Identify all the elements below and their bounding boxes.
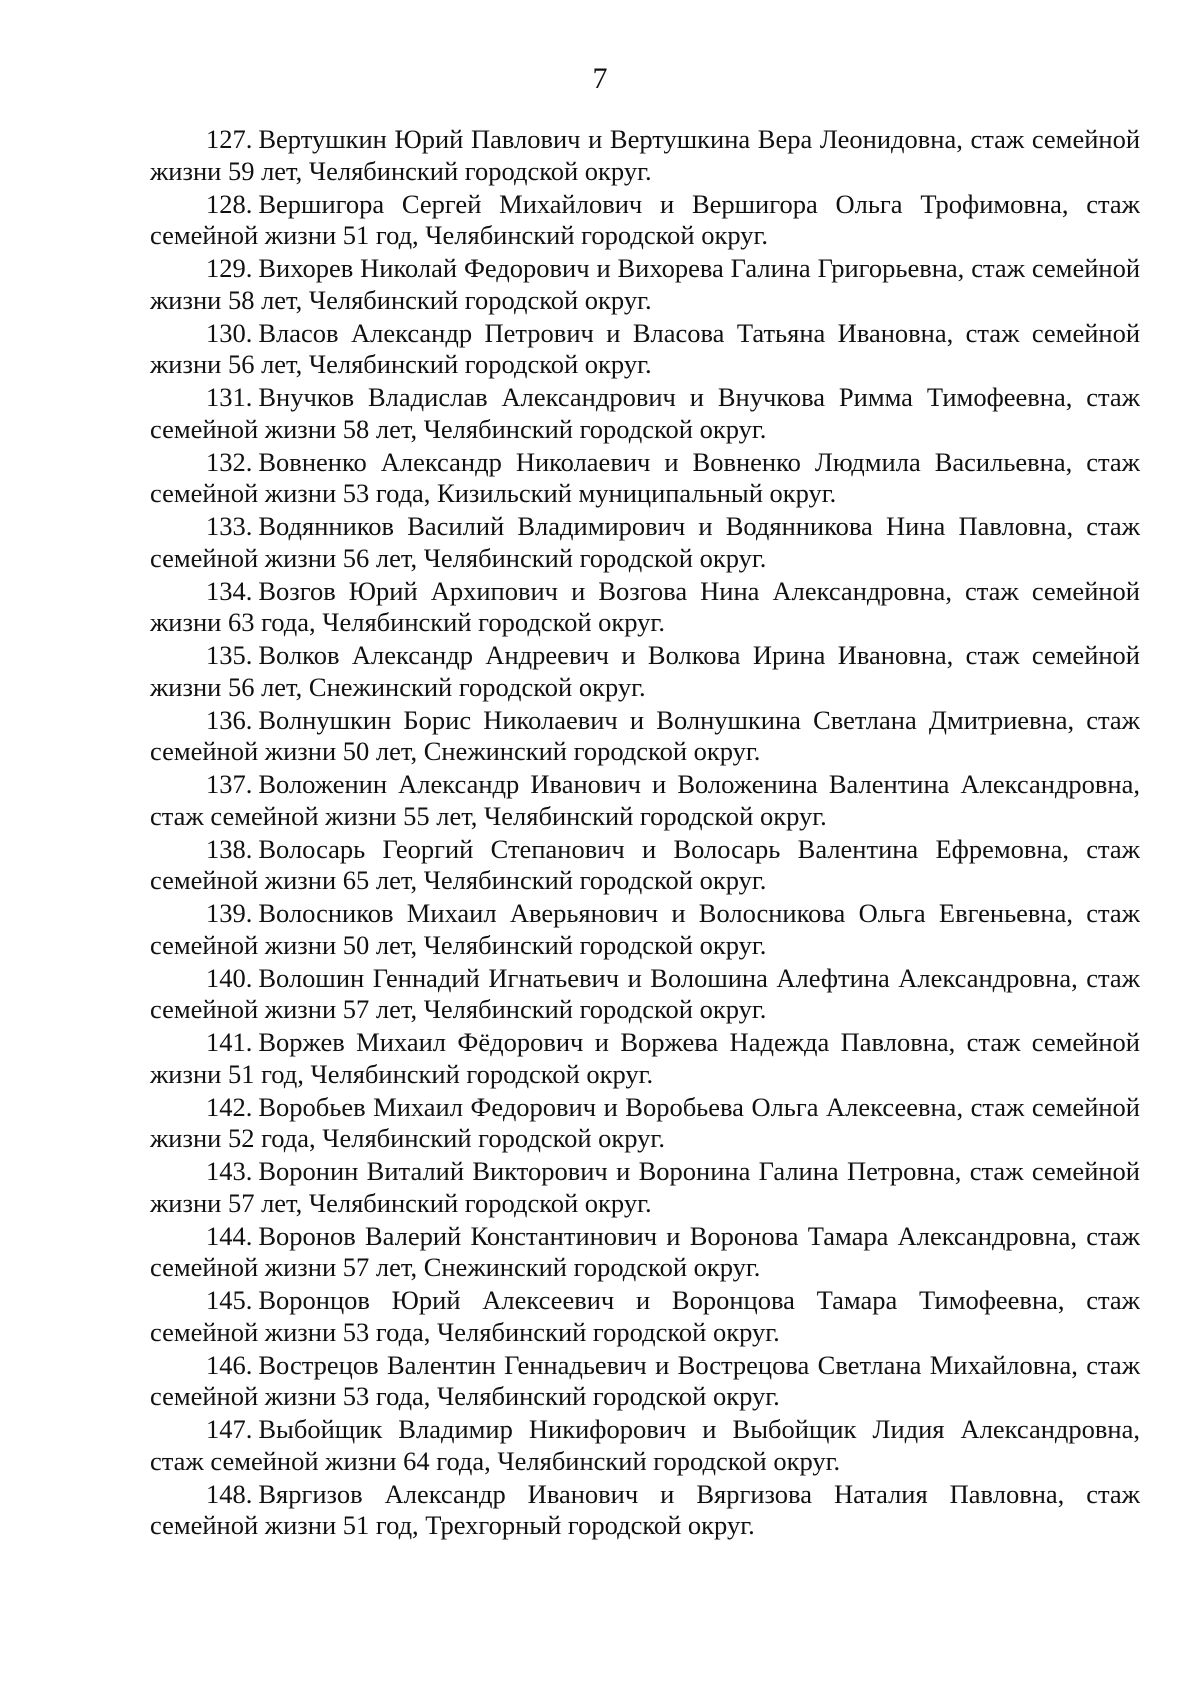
list-item-text: Воронин Виталий Викторович и Воронина Галина Петровна, стаж семейной жизни 57 лет, Челябинский городской округ.	[150, 1156, 1140, 1218]
list-item-number: 147.	[206, 1414, 253, 1444]
list-item	[150, 1350, 1140, 1413]
list-item	[150, 189, 1140, 252]
list-item-text: Власов Александр Петрович и Власова Татьяна Ивановна, стаж семейной жизни 56 лет, Челябинский городской округ.	[150, 317, 1140, 379]
list-item	[150, 124, 1140, 187]
list-item-text: Вовненко Александр Николаевич и Вовненко Людмила Васильевна, стаж семейной жизни 53 года, Кизильский муниципальный округ.	[150, 446, 1140, 508]
list-item-number: 129.	[206, 253, 253, 283]
list-item	[150, 769, 1140, 832]
list-item-number: 137.	[206, 769, 253, 799]
list-item	[150, 447, 1140, 510]
list-item-text: Выбойщик Владимир Никифорович и Выбойщик Лидия Александровна, стаж семейной жизни 64 года, Челябинский городской округ.	[150, 1414, 1140, 1476]
list-item-text: Воржев Михаил Фёдорович и Воржева Надежда Павловна, стаж семейной жизни 51 год, Челябинский городской округ.	[150, 1027, 1140, 1089]
list-item-number: 141.	[206, 1027, 253, 1057]
entry-list	[150, 124, 1140, 1543]
list-item	[150, 1479, 1140, 1542]
list-item	[150, 318, 1140, 381]
list-item	[150, 705, 1140, 768]
list-item-text: Волков Александр Андреевич и Волкова Ирина Ивановна, стаж семейной жизни 56 лет, Снежинский городской округ.	[150, 640, 1140, 702]
list-item-text: Возгов Юрий Архипович и Возгова Нина Александровна, стаж семейной жизни 63 года, Челябинский городской округ.	[150, 575, 1140, 637]
list-item-number: 131.	[206, 382, 253, 412]
list-item	[150, 963, 1140, 1026]
list-item-number: 132.	[206, 446, 253, 477]
list-item-text: Вострецов Валентин Геннадьевич и Вострецова Светлана Михайловна, стаж семейной жизни 53 года, Челябинский городской округ.	[150, 1349, 1140, 1411]
list-item-text: Волнушкин Борис Николаевич и Волнушкина Светлана Дмитриевна, стаж семейной жизни 50 лет, Снежинский городской округ.	[150, 704, 1140, 766]
list-item-number: 146.	[206, 1349, 253, 1380]
list-item-text: Водянников Василий Владимирович и Водянникова Нина Павловна, стаж семейной жизни 56 лет, Челябинский городской округ.	[150, 511, 1140, 573]
list-item	[150, 1092, 1140, 1155]
list-item-text: Воронов Валерий Константинович и Воронова Тамара Александровна, стаж семейной жизни 57 лет, Снежинский городской округ.	[150, 1220, 1140, 1282]
list-item-text: Вершигора Сергей Михайлович и Вершигора Ольга Трофимовна, стаж семейной жизни 51 год, Челябинский городской округ.	[150, 188, 1140, 250]
list-item	[150, 1414, 1140, 1477]
list-item-number: 136.	[206, 704, 253, 735]
list-item	[150, 1221, 1140, 1284]
list-item-number: 139.	[206, 898, 253, 928]
list-item	[150, 253, 1140, 316]
list-item-text: Вяргизов Александр Иванович и Вяргизова Наталия Павловна, стаж семейной жизни 51 год, Трехгорный городской округ.	[150, 1478, 1140, 1540]
list-item-number: 135.	[206, 640, 253, 670]
list-item-number: 127.	[206, 124, 253, 154]
list-item	[150, 834, 1140, 897]
list-item	[150, 576, 1140, 639]
page-number: 7	[592, 62, 608, 95]
list-item	[150, 640, 1140, 703]
list-item	[150, 511, 1140, 574]
list-item	[150, 898, 1140, 961]
list-item-text: Воробьев Михаил Федорович и Воробьева Ольга Алексеевна, стаж семейной жизни 52 года, Челябинский городской округ.	[150, 1091, 1140, 1153]
list-item-text: Вихорев Николай Федорович и Вихорева Галина Григорьевна, стаж семейной жизни 58 лет, Челябинский городской округ.	[150, 253, 1140, 315]
list-item	[150, 1027, 1140, 1090]
list-item-number: 130.	[206, 317, 253, 348]
list-item	[150, 1285, 1140, 1348]
list-item-number: 143.	[206, 1156, 253, 1186]
list-item-number: 134.	[206, 575, 253, 606]
list-item-text: Воронцов Юрий Алексеевич и Воронцова Тамара Тимофеевна, стаж семейной жизни 53 года, Челябинский городской округ.	[150, 1285, 1140, 1347]
list-item-number: 140.	[206, 962, 253, 993]
list-item-text: Волосников Михаил Аверьянович и Волосникова Ольга Евгеньевна, стаж семейной жизни 50 лет, Челябинский городской округ.	[150, 898, 1140, 960]
list-item	[150, 382, 1140, 445]
list-item-text: Вертушкин Юрий Павлович и Вертушкина Вера Леонидовна, стаж семейной жизни 59 лет, Челябинский городской округ.	[150, 124, 1140, 186]
list-item-text: Волошин Геннадий Игнатьевич и Волошина Алефтина Александровна, стаж семейной жизни 57 лет, Челябинский городской округ.	[150, 962, 1140, 1024]
list-item-number: 142.	[206, 1091, 253, 1122]
list-item-number: 145.	[206, 1285, 253, 1315]
list-item-text: Воложенин Александр Иванович и Воложенина Валентина Александровна, стаж семейной жизни 55 лет, Челябинский городской округ.	[150, 769, 1140, 831]
list-item-number: 144.	[206, 1220, 253, 1251]
list-item	[150, 1156, 1140, 1219]
list-item-text: Волосарь Георгий Степанович и Волосарь Валентина Ефремовна, стаж семейной жизни 65 лет, Челябинский городской округ.	[150, 833, 1140, 895]
list-item-number: 138.	[206, 833, 253, 864]
list-item-text: Внучков Владислав Александрович и Внучкова Римма Тимофеевна, стаж семейной жизни 58 лет, Челябинский городской округ.	[150, 382, 1140, 444]
list-item-number: 133.	[206, 511, 253, 541]
list-item-number: 148.	[206, 1478, 253, 1509]
list-item-number: 128.	[206, 188, 253, 219]
